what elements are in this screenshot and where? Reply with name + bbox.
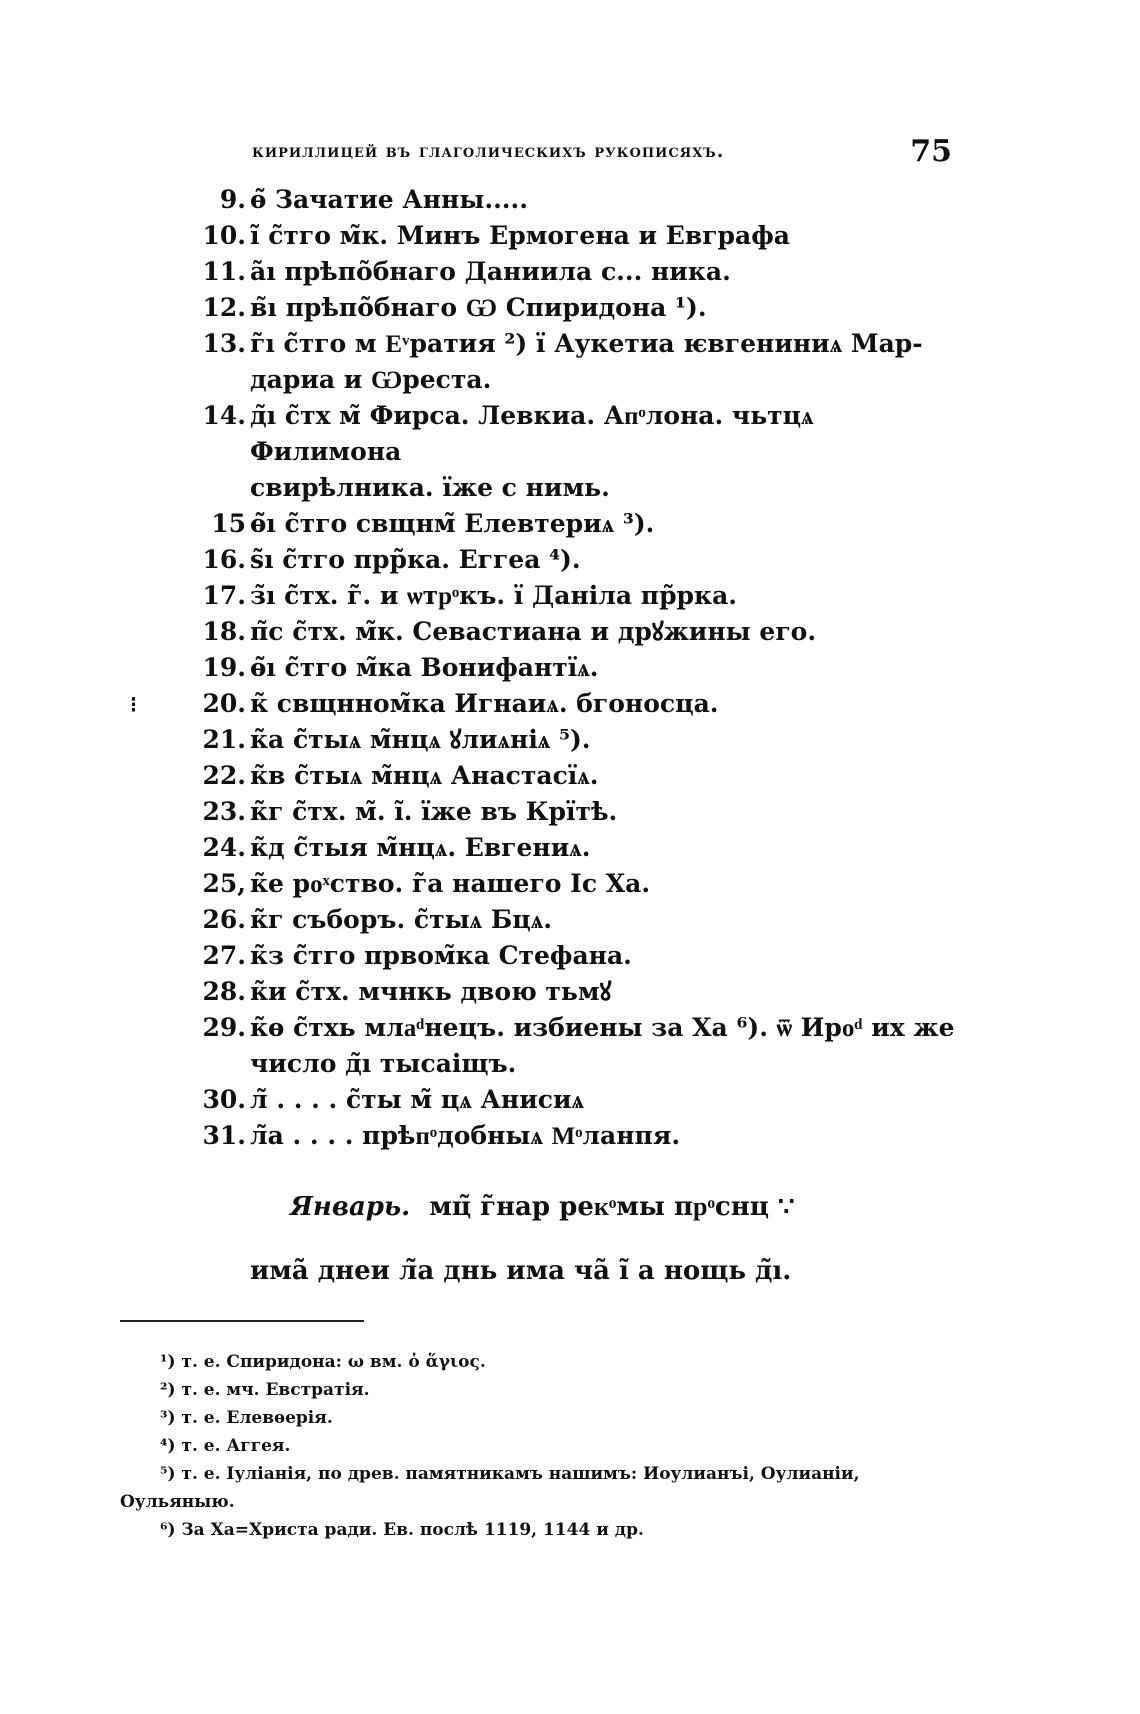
calendar-entry: [172, 902, 962, 938]
entry-text: к̃ѳ с̃тхь млаͩнецъ. избиены за Ха ⁶). ѿ Ироͩ их же: [250, 1013, 955, 1042]
entry-text: ѳ̃ı с̃тго м̃ка Вонифантїѧ.: [250, 653, 599, 682]
calendar-entry: [172, 182, 962, 218]
running-head: [252, 134, 952, 172]
entry-text: к̃и с̃тх. мчнкь двою тьмꙋ: [250, 977, 612, 1006]
entry-text: к̃а с̃тыѧ м̃нцѧ ꙋлиѧніѧ ⁵).: [250, 725, 591, 754]
entry-continuation: свирѣлника. їже с нимь.: [250, 473, 610, 502]
entry-number: 15: [211, 509, 246, 538]
entry-text: к̃з с̃тго првом̃ка Стефана.: [250, 941, 632, 970]
calendar-entry: [172, 578, 962, 614]
entry-number: 13.: [202, 329, 246, 358]
entry-number: 20.: [202, 689, 246, 718]
entry-number: 10.: [202, 221, 246, 250]
entry-number: 28.: [202, 977, 246, 1006]
entry-number: 29.: [202, 1013, 246, 1042]
entry-text: а̃ı прѣпо̃бнаго Даниила с... ника.: [250, 257, 731, 286]
entry-text: д̃ı с̃тх м̃ Фирса. Левкиа. Апͦлона. чьтцѧ Филимона: [250, 401, 814, 466]
entry-text: з̃ı с̃тх. г̃. и ѡтрͦкъ. ї Даніла пр̃рка.: [250, 581, 737, 610]
entry-number: 17.: [202, 581, 246, 610]
entry-text: л̃ . . . . с̃ты м̃ цѧ Анисиѧ: [250, 1085, 584, 1114]
entry-text: ѕ̃ı с̃тго прр̃ка. Еггеа ⁴).: [250, 545, 581, 574]
entry-text: л̃а . . . . прѣпͦдобныѧ Мͦланпя.: [250, 1121, 681, 1150]
calendar-entry: [172, 1118, 962, 1154]
calendar-entry: [172, 722, 962, 758]
calendar-entry: [172, 326, 962, 362]
entry-number: 19.: [202, 653, 246, 682]
entry-number: 18.: [202, 617, 246, 646]
calendar-entry: [172, 1082, 962, 1118]
entry-text: г̃ı с̃тго м Еͮратия ²) ї Аукетиа ѥвгениниѧ Мар-: [250, 329, 923, 358]
page-number: 75: [910, 134, 952, 169]
calendar-entry: [172, 830, 962, 866]
entry-number: 24.: [202, 833, 246, 862]
footnote: Оульяныю.: [120, 1492, 235, 1512]
entry-text: к̃д с̃тыя м̃нцѧ. Евгениѧ.: [250, 833, 591, 862]
calendar-entry: [172, 974, 962, 1010]
entry-number: 9.: [219, 185, 246, 214]
footnote: ³) т. е. Елевѳерія.: [160, 1408, 333, 1428]
calendar-entry: [172, 218, 962, 254]
calendar-entry: [172, 794, 962, 830]
entry-number: 23.: [202, 797, 246, 826]
running-title: кириллицей въ глаголическихъ рукописяхъ.: [252, 140, 725, 162]
entry-text: ı̃ с̃тго м̃к. Минъ Ермогена и Евграфа: [250, 221, 790, 250]
entry-text: к̃в с̃тыѧ м̃нцѧ Анастасїѧ.: [250, 761, 599, 790]
calendar-entries: [172, 182, 962, 1154]
entry-continuation: число д̃ı тысаіщъ.: [250, 1049, 517, 1078]
entry-text: в̃ı прѣпо̃бнаго Ѡ Спиридона ¹).: [250, 293, 707, 322]
entry-number: 31.: [202, 1121, 246, 1150]
entry-number: 11.: [202, 257, 246, 286]
month-description: мц̃ г̃нар рекͦмы прͦснц ∵: [429, 1192, 795, 1222]
calendar-entry: [172, 938, 962, 974]
month-heading: [290, 1192, 795, 1222]
entry-number: 21.: [202, 725, 246, 754]
margin-mark: ⁝: [130, 692, 137, 718]
days-line: има̃ днеи л̃а днь има ча̃ ı̃ а нощь д̃ı.: [250, 1256, 792, 1286]
entry-text: к̃е роͯство. г̃а нашего Іс Ха.: [250, 869, 651, 898]
calendar-entry: [172, 542, 962, 578]
calendar-entry: [172, 254, 962, 290]
calendar-entry: [172, 290, 962, 326]
footnote-rule: [120, 1320, 364, 1322]
footnote: ⁶) За Ха=Христа ради. Ев. послѣ 1119, 1144 и др.: [160, 1520, 644, 1540]
entry-text: к̃ свщнном̃ка Игнаиѧ. бгоносца.: [250, 689, 719, 718]
entry-number: 14.: [202, 401, 246, 430]
calendar-entry: [172, 686, 962, 722]
calendar-entry: [172, 650, 962, 686]
entry-text: ѳ̃ Зачатие Анны.....: [250, 185, 528, 214]
footnote: ⁵) т. е. Іуліанія, по древ. памятникамъ нашимъ: Иоулианъі, Оулианіи,: [160, 1464, 860, 1484]
entry-text: п̃с с̃тх. м̃к. Севастиана и дрꙋжины его.: [250, 617, 817, 646]
entry-continuation: дариа и Ѡреста.: [250, 365, 492, 394]
entry-number: 26.: [202, 905, 246, 934]
entry-number: 25,: [202, 869, 246, 898]
entry-text: к̃г с̃тх. м̃. ı̃. їже въ Крїтѣ.: [250, 797, 618, 826]
calendar-entry: [172, 866, 962, 902]
entry-number: 27.: [202, 941, 246, 970]
month-name: Январь.: [290, 1192, 411, 1222]
calendar-entry: [172, 614, 962, 650]
entry-text: к̃г съборъ. с̃тыѧ Бцѧ.: [250, 905, 552, 934]
footnote: ⁴) т. е. Аггея.: [160, 1436, 291, 1456]
footnote: ¹) т. е. Спиридона: ω вм. ὁ ἅγιος.: [160, 1352, 486, 1372]
entry-text: ѳ̃ı с̃тго свщнм̃ Елевтериѧ ³).: [250, 509, 655, 538]
footnotes: [120, 1348, 950, 1544]
calendar-entry: [172, 1010, 962, 1046]
calendar-entry: [172, 398, 962, 470]
calendar-entry: [172, 506, 962, 542]
entry-number: 12.: [202, 293, 246, 322]
footnote: ²) т. е. мч. Евстратія.: [160, 1380, 370, 1400]
entry-number: 22.: [202, 761, 246, 790]
entry-number: 30.: [202, 1085, 246, 1114]
entry-number: 16.: [202, 545, 246, 574]
calendar-entry: [172, 758, 962, 794]
